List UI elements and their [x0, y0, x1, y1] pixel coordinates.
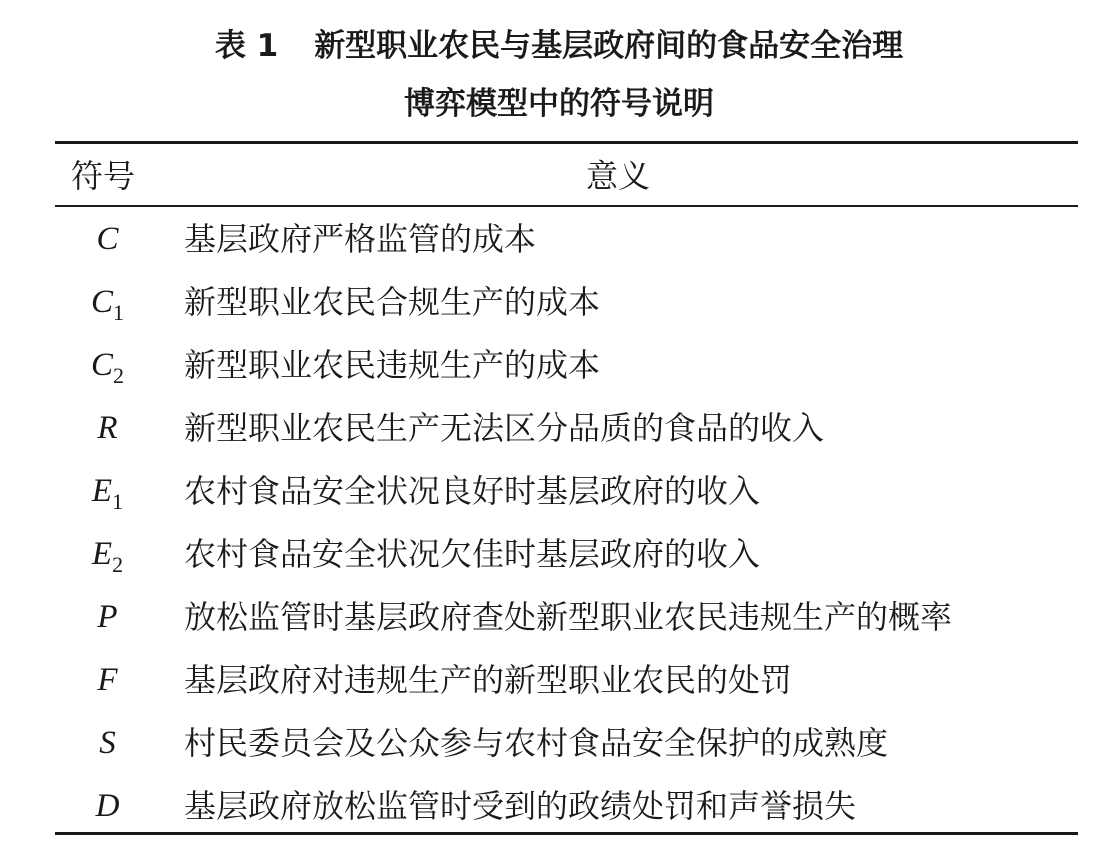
- bottom-rule: [55, 832, 1078, 835]
- meaning-cell: 新型职业农民违规生产的成本: [184, 346, 601, 384]
- meaning-cell: 基层政府放松监管时受到的政绩处罚和声誉损失: [184, 787, 857, 825]
- table-row: [55, 208, 1078, 271]
- symbol-cell: $C_1$: [90, 284, 124, 325]
- symbol-cell: P: [97, 599, 118, 635]
- table-row: [55, 586, 1078, 649]
- table-number: 表 1: [214, 28, 279, 64]
- symbol-cell: $C_2$: [90, 347, 124, 388]
- symbol-cell: R: [97, 410, 118, 446]
- table-title-line2: 博弈模型中的符号说明: [404, 86, 714, 122]
- header-symbol: 符号: [71, 157, 136, 195]
- header-rule: [55, 205, 1078, 207]
- symbol-cell: S: [99, 725, 116, 761]
- meaning-cell: 基层政府对违规生产的新型职业农民的处罚: [184, 661, 793, 699]
- table-row: [55, 397, 1078, 460]
- table-row: [55, 712, 1078, 775]
- symbol-cell: C: [96, 221, 119, 257]
- symbol-cell: D: [95, 788, 120, 824]
- meaning-cell: 农村食品安全状况欠佳时基层政府的收入: [184, 535, 761, 573]
- header-meaning: 意义: [586, 157, 651, 195]
- meaning-cell: 村民委员会及公众参与农村食品安全保护的成熟度: [184, 724, 889, 762]
- meaning-cell: 新型职业农民生产无法区分品质的食品的收入: [184, 409, 825, 447]
- table-title-line1: 新型职业农民与基层政府间的食品安全治理: [314, 28, 904, 64]
- table-row: [55, 775, 1078, 838]
- table-row: [55, 523, 1078, 586]
- table-row: [55, 271, 1078, 334]
- table-row: [55, 649, 1078, 712]
- meaning-cell: 放松监管时基层政府查处新型职业农民违规生产的概率: [184, 598, 953, 636]
- symbol-cell: $E_1$: [91, 473, 124, 514]
- symbol-cell: F: [97, 662, 118, 698]
- meaning-cell: 新型职业农民合规生产的成本: [184, 283, 601, 321]
- top-rule: [55, 141, 1078, 144]
- symbol-cell: $E_2$: [91, 536, 124, 577]
- table-row: [55, 334, 1078, 397]
- table-caption: [0, 26, 1118, 66]
- table-row: [55, 460, 1078, 523]
- meaning-cell: 基层政府严格监管的成本: [184, 220, 537, 258]
- meaning-cell: 农村食品安全状况良好时基层政府的收入: [184, 472, 761, 510]
